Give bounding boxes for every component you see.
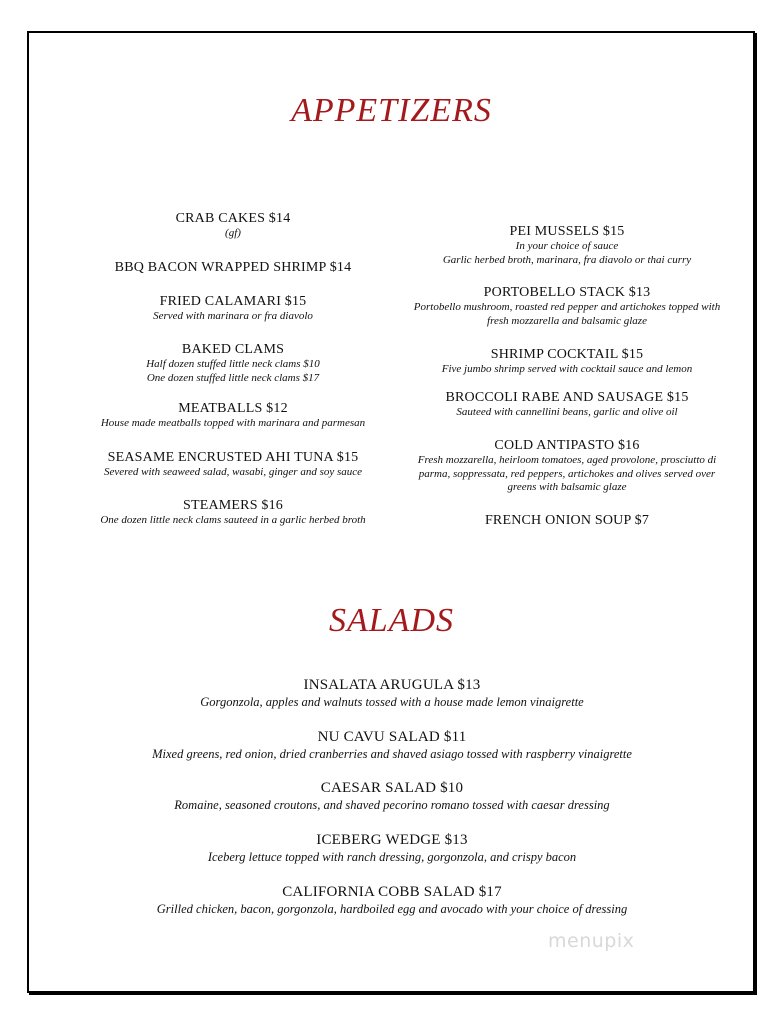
item-name: BROCCOLI RABE AND SAUSAGE $15 xyxy=(445,390,689,405)
item-name: FRIED CALAMARI $15 xyxy=(159,294,307,309)
item-description: Iceberg lettuce topped with ranch dressing, gorgonzola, and crispy bacon xyxy=(207,850,577,864)
item-name: MEATBALLS $12 xyxy=(178,401,288,416)
item-name: STEAMERS $16 xyxy=(182,498,284,513)
item-name: INSALATA ARUGULA $13 xyxy=(303,677,481,693)
item-name: COLD ANTIPASTO $16 xyxy=(494,438,640,453)
salads-list xyxy=(60,0,724,930)
item-description: Five jumbo shrimp served with cocktail sauce and lemon xyxy=(441,363,693,375)
item-description: Portobello mushroom, roasted red pepper and artichokes topped with xyxy=(413,301,721,313)
item-description: (gf) xyxy=(225,227,241,239)
menu-item xyxy=(60,729,724,762)
item-description: In your choice of sauce xyxy=(515,240,619,252)
item-description: Mixed greens, red onion, dried cranberries and shaved asiago tossed with raspberry vinaigrette xyxy=(152,747,632,761)
item-name: NU CAVU SALAD $11 xyxy=(317,729,467,745)
item-name: BBQ BACON WRAPPED SHRIMP $14 xyxy=(114,260,352,275)
item-description: Fresh mozzarella, heirloom tomatoes, aged provolone, prosciutto di xyxy=(417,454,717,466)
item-name: BAKED CLAMS xyxy=(181,342,285,357)
item-description: fresh mozzarella and balsamic glaze xyxy=(487,314,647,327)
item-name: CAESAR SALAD $10 xyxy=(320,780,464,796)
item-name: CRAB CAKES $14 xyxy=(175,211,291,226)
menu-item xyxy=(60,780,724,813)
item-description: House made meatballs topped with marinara and parmesan xyxy=(100,417,366,429)
item-description: greens with balsamic glaze xyxy=(507,481,627,493)
item-name: FRENCH ONION SOUP $7 xyxy=(484,513,650,528)
item-name: ICEBERG WEDGE $13 xyxy=(316,832,468,848)
item-description: Served with marinara or fra diavolo xyxy=(153,310,313,322)
item-description: Severed with seaweed salad, wasabi, ginger and soy sauce xyxy=(103,466,363,478)
item-description: One dozen stuffed little neck clams $17 xyxy=(146,371,320,384)
item-name: PEI MUSSELS $15 xyxy=(509,224,625,239)
menu-item xyxy=(60,832,724,865)
item-name: PORTOBELLO STACK $13 xyxy=(483,285,651,300)
item-description: One dozen little neck clams sauteed in a garlic herbed broth xyxy=(100,514,366,526)
item-description: Half dozen stuffed little neck clams $10 xyxy=(146,358,320,370)
item-description: Grilled chicken, bacon, gorgonzola, hardboiled egg and avocado with your choice of dressing xyxy=(156,902,628,916)
watermark-logo: menupix xyxy=(548,930,635,952)
appetizers-heading: APPETIZERS xyxy=(291,92,492,129)
item-description: Sauteed with cannellini beans, garlic and olive oil xyxy=(456,406,678,418)
item-description: parma, soppressata, red peppers, artichokes and olives served over xyxy=(418,467,716,480)
item-description: Romaine, seasoned croutons, and shaved pecorino romano tossed with caesar dressing xyxy=(174,798,610,812)
menu-item xyxy=(60,884,724,917)
item-description: Garlic herbed broth, marinara, fra diavolo or thai curry xyxy=(442,253,692,266)
menu-item xyxy=(60,677,724,710)
salads-heading: SALADS xyxy=(329,602,454,639)
item-name: SEASAME ENCRUSTED AHI TUNA $15 xyxy=(107,450,359,465)
item-name: CALIFORNIA COBB SALAD $17 xyxy=(282,884,502,900)
item-description: Gorgonzola, apples and walnuts tossed with a house made lemon vinaigrette xyxy=(200,695,584,709)
item-name: SHRIMP COCKTAIL $15 xyxy=(490,347,644,362)
